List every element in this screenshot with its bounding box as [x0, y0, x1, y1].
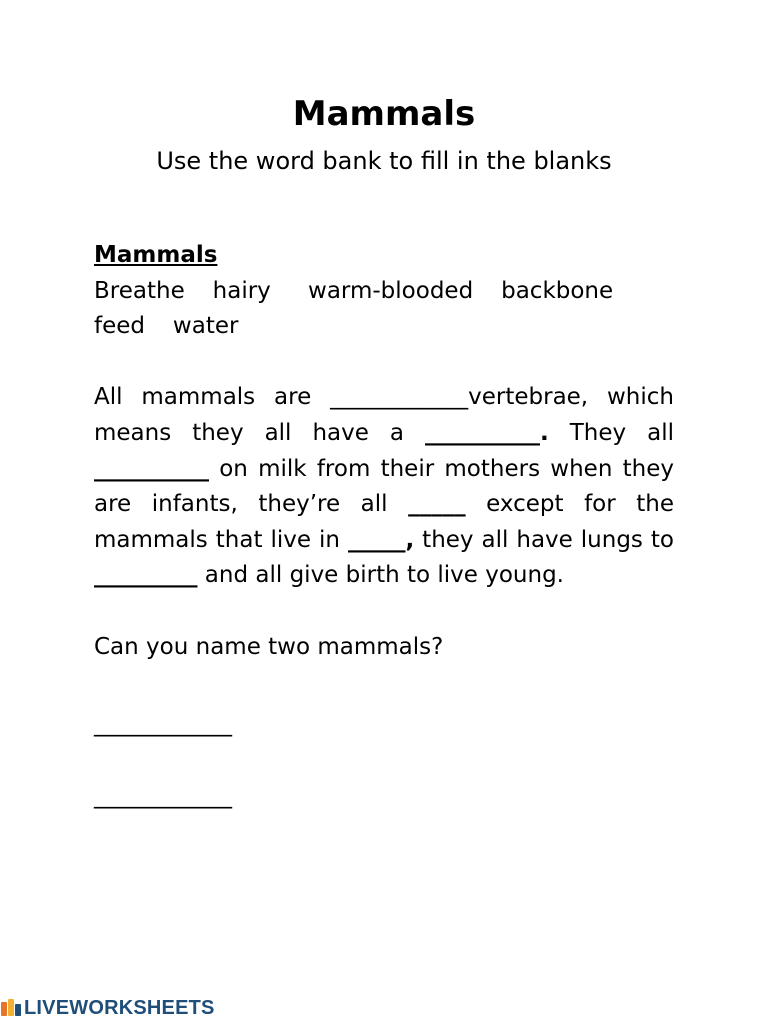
- blank-4[interactable]: _____: [408, 491, 466, 518]
- spacer: [94, 665, 674, 707]
- spacer: [94, 743, 674, 779]
- logo-text: LIVEWORKSHEETS: [24, 996, 215, 1019]
- paragraph-text: They all: [548, 419, 674, 446]
- paragraph-text: All mammals are: [94, 384, 331, 411]
- liveworksheets-logo: [0, 994, 215, 1022]
- page-subtitle: Use the word bank to fill in the blanks: [156, 147, 612, 175]
- word-bank-heading: Mammals: [94, 242, 218, 268]
- paragraph-text: on milk from their mothers when they are infants, they’re all: [94, 455, 674, 518]
- answer-line-2[interactable]: ____________: [94, 782, 232, 809]
- liveworksheets-logo-icon: [0, 997, 22, 1019]
- page-title: Mammals: [292, 94, 476, 134]
- answer-line-1[interactable]: ____________: [94, 711, 232, 738]
- blank-5[interactable]: _____,: [347, 526, 415, 553]
- worksheet-content: [94, 238, 674, 814]
- paragraph-text: they all have lungs to: [414, 526, 674, 553]
- spacer: [94, 594, 674, 630]
- paragraph-text: except for the mammals that live in: [94, 491, 675, 553]
- fill-in-paragraph: [94, 380, 674, 594]
- paragraph-text: and all give birth to live young.: [197, 562, 564, 589]
- blank-6[interactable]: _________: [94, 562, 198, 589]
- word-bank-line-1: Breathe hairy warm-blooded backbone: [94, 277, 614, 304]
- blank-3[interactable]: __________: [94, 455, 209, 482]
- paragraph-text: vertebrae, which means they all have a: [94, 384, 675, 446]
- spacer: [94, 345, 674, 381]
- word-bank-line-2: feed water: [94, 313, 239, 340]
- blank-2[interactable]: __________.: [424, 419, 549, 446]
- question-text: Can you name two mammals?: [94, 633, 444, 660]
- blank-1[interactable]: ____________: [330, 384, 469, 411]
